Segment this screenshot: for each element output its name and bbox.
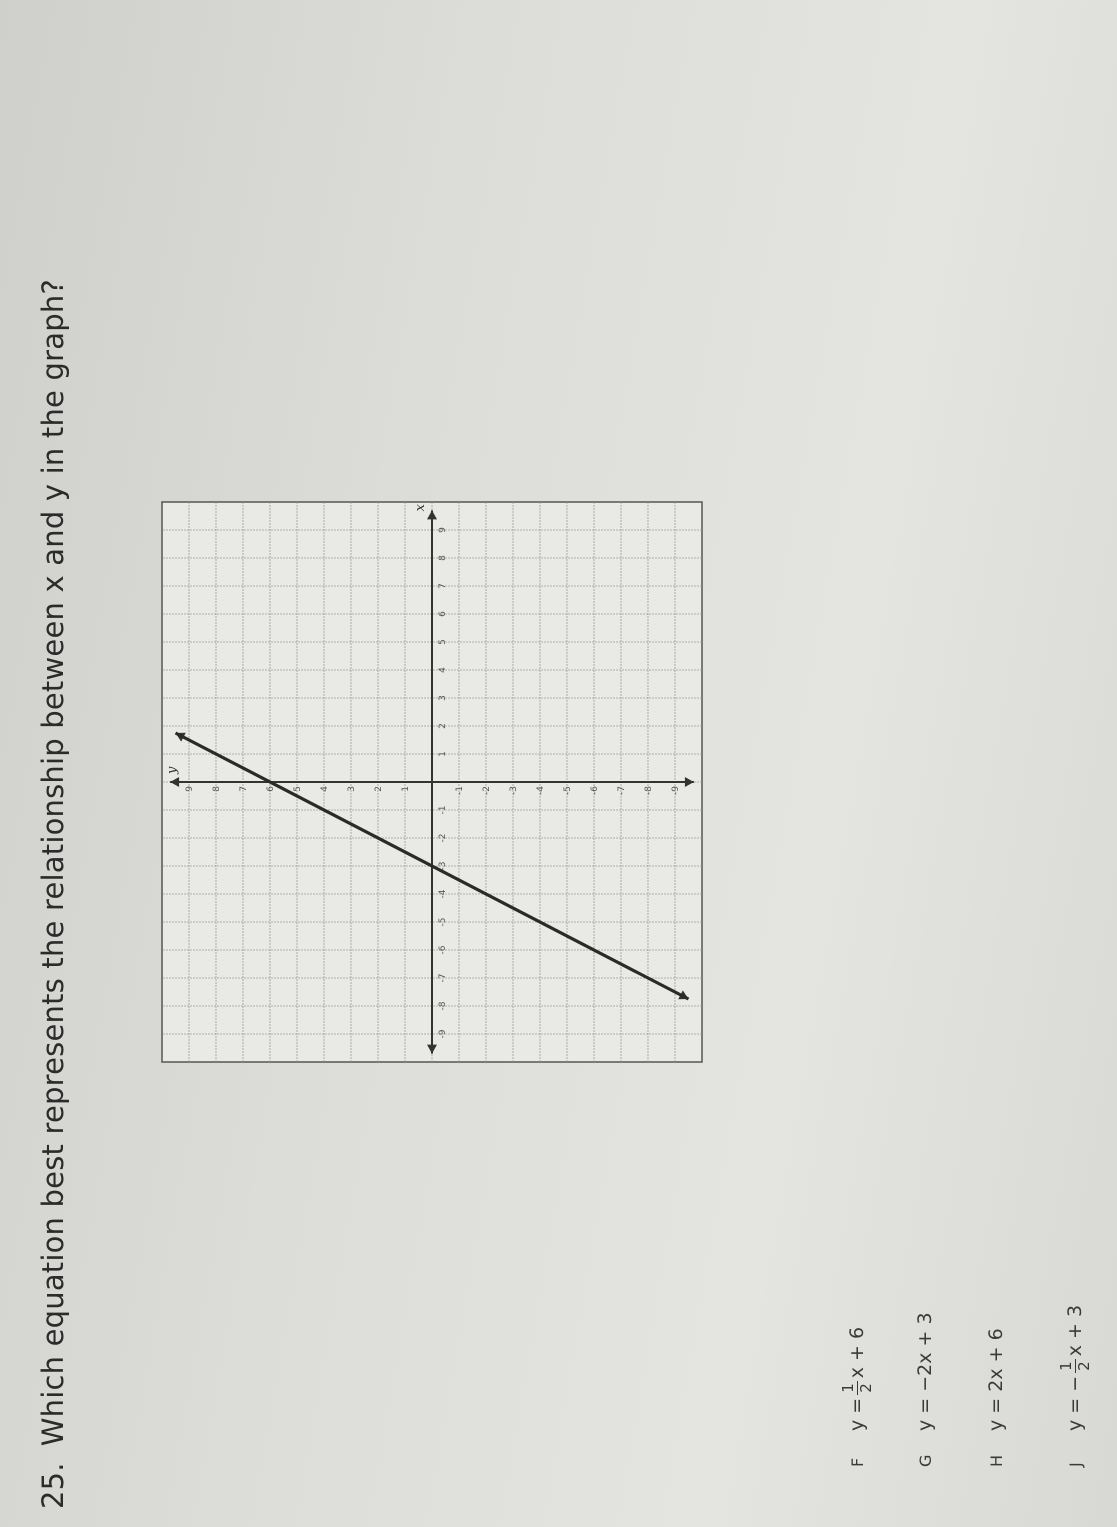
choice-equation: y = 2x + 6: [985, 1328, 1007, 1431]
y-tick-label: -6: [590, 786, 600, 795]
x-tick-label: -9: [438, 1029, 448, 1039]
choice-equation-start: y =: [846, 1397, 868, 1431]
y-tick-label: -5: [563, 786, 573, 795]
x-tick-label: -5: [438, 917, 448, 927]
choice-equation-start: y = −: [1064, 1375, 1086, 1431]
x-tick-label: -2: [438, 833, 448, 843]
choice-letter: G: [916, 1454, 935, 1467]
choice-letter: J: [1066, 1462, 1085, 1467]
y-tick-label: -9: [671, 786, 681, 795]
fraction-denominator: 2: [1075, 1361, 1093, 1371]
y-tick-label: 1: [401, 786, 411, 792]
x-tick-label: -1: [438, 805, 448, 815]
x-tick-label: -7: [438, 973, 448, 983]
y-tick-label: -1: [455, 786, 465, 795]
choice-equation: y = −2x + 3: [914, 1312, 936, 1431]
x-tick-label: 5: [438, 639, 448, 645]
y-tick-label: -4: [536, 786, 546, 795]
fraction-numerator: 1: [839, 1383, 857, 1393]
x-tick-label: 6: [438, 611, 448, 617]
y-axis-label: y: [165, 766, 180, 774]
x-tick-label: 3: [438, 695, 448, 701]
fraction-numerator: 1: [1057, 1361, 1075, 1371]
y-tick-label: 6: [266, 786, 276, 792]
x-tick-label: 9: [438, 527, 448, 533]
fraction-denominator: 2: [857, 1383, 875, 1393]
question: [36, 279, 70, 1509]
question-number: 25.: [36, 1462, 70, 1509]
x-tick-label: 4: [438, 667, 448, 673]
x-tick-label: 1: [438, 751, 448, 757]
x-tick-label: 2: [438, 723, 448, 729]
x-tick-label: 8: [438, 555, 448, 561]
y-tick-label: -8: [644, 786, 654, 795]
choice-letter: F: [848, 1457, 867, 1467]
coordinate-graph: [152, 492, 712, 1072]
fraction: [840, 1381, 875, 1395]
y-tick-label: 2: [374, 786, 384, 792]
y-tick-label: 7: [239, 786, 249, 792]
choice-equation-end: x + 6: [846, 1326, 868, 1379]
x-tick-label: -6: [438, 945, 448, 955]
fraction: [1058, 1359, 1093, 1373]
choice-equation-end: x + 3: [1064, 1304, 1086, 1357]
question-text: Which equation best represents the relationship between x and y in the graph?: [36, 279, 70, 1447]
choice-j[interactable]: [1058, 1305, 1093, 1467]
choice-f[interactable]: [840, 1327, 875, 1467]
choice-g[interactable]: [914, 1312, 936, 1467]
x-tick-label: -8: [438, 1001, 448, 1011]
y-tick-label: 3: [347, 786, 357, 792]
y-tick-label: -3: [509, 786, 519, 795]
x-tick-label: -4: [438, 889, 448, 899]
choice-letter: H: [987, 1454, 1006, 1467]
y-tick-label: -2: [482, 786, 492, 795]
y-tick-label: 4: [320, 786, 330, 792]
x-axis-label: x: [413, 504, 428, 512]
x-tick-label: -3: [438, 861, 448, 871]
choice-h[interactable]: [985, 1328, 1007, 1467]
x-tick-label: 7: [438, 583, 448, 589]
y-tick-label: 5: [293, 786, 303, 792]
y-tick-label: 8: [212, 786, 222, 792]
y-tick-label: 9: [185, 786, 195, 792]
y-tick-label: -7: [617, 786, 627, 795]
